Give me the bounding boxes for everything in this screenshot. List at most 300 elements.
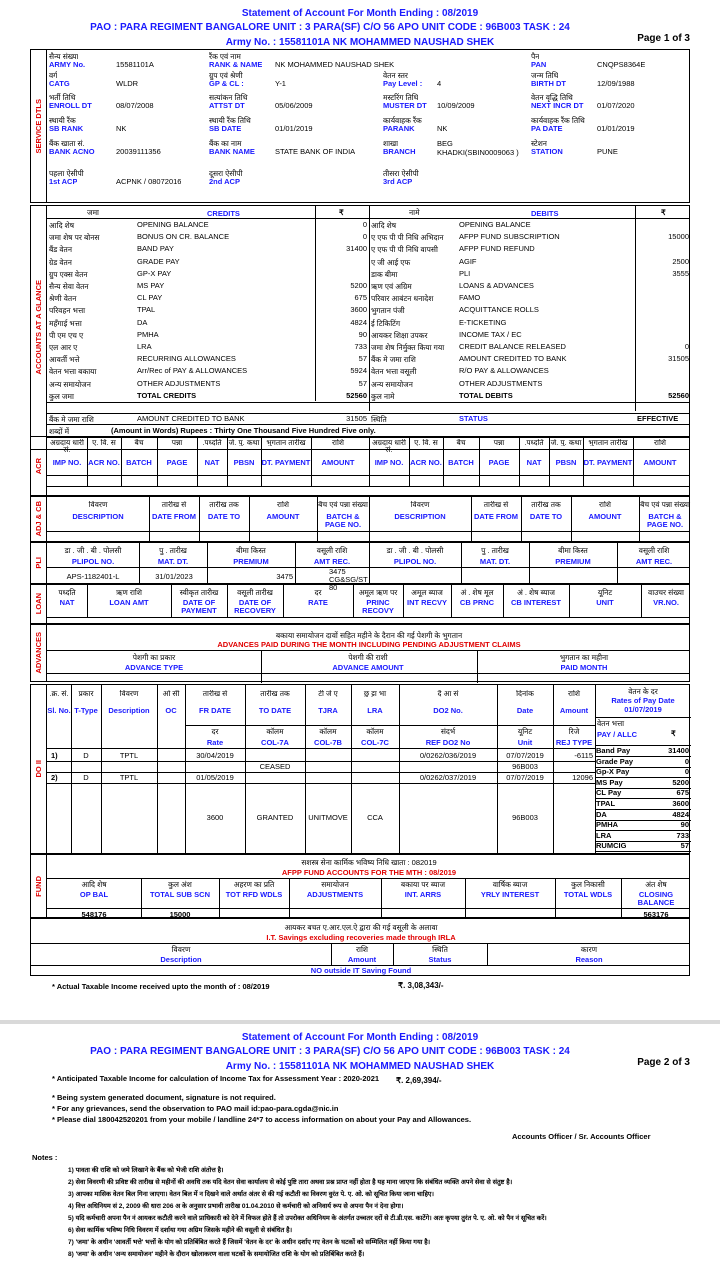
credit-hindi-label: महँगाई भत्ता <box>49 318 82 328</box>
service-hindi-label: वर्ग <box>49 71 58 80</box>
rate-name: PMHA <box>596 820 619 830</box>
debit-label: CREDIT BALANCE RELEASED <box>459 342 566 351</box>
status-hindi: स्थिति <box>371 415 387 424</box>
note-item: 5) यदि कर्मचारी अपना पैन नं आयकर कटौती करने वाले प्राधिकारी को देने में विफल होते हैं तो उपरोक्त अधिनियम के अंतर्गत उच्चतर दरों से टी.डी.एस. काटेंगे। अतः कृपया तुरंत पे. ए. ओ. को पैन नं सूचित करें। <box>68 1215 547 1222</box>
rate-value: 733 <box>676 830 689 840</box>
credit-label: GP-X PAY <box>137 268 172 278</box>
acr-hindi-header: अग्रदाय धारी सं. <box>50 439 84 453</box>
rule-line <box>283 585 284 617</box>
rate-value: 31400 <box>668 746 689 755</box>
rule-line <box>139 543 140 585</box>
service-hindi-label: स्थायी रैंक तिथि <box>209 116 251 125</box>
rule-line <box>317 497 318 543</box>
credits-header: CREDITS <box>207 209 240 218</box>
credit-label: MS PAY <box>137 281 165 290</box>
rule-line <box>443 437 444 486</box>
debit-label: AFPP FUND SUBSCRIPTION <box>459 232 560 242</box>
do2-column-header: LRA <box>367 707 383 715</box>
service-field-value: 20039111356 <box>116 147 161 156</box>
debit-hindi-label: ए जी आई एफ <box>371 257 411 267</box>
fund-column-header: ADJUSTMENTS <box>306 891 364 899</box>
rate-value: 0 <box>684 756 689 766</box>
debit-hindi-label: आयकर शिक्षा उपकर <box>371 330 428 340</box>
credit-hindi-label: आवर्ती भत्ते <box>49 355 80 365</box>
service-hindi-label: कार्यवाहक रैंक तिथि <box>531 116 585 125</box>
service-field-label: BANK NAME <box>209 147 255 156</box>
rule-line <box>519 437 520 486</box>
do2-col-7b: UNITMOVE <box>308 813 348 822</box>
debit-label: AFPP FUND REFUND <box>459 244 535 254</box>
do2-hindi-header: प्रकार <box>78 690 94 697</box>
rule-line <box>311 437 312 486</box>
fund-hindi-header: आदि शेष <box>81 880 107 889</box>
words-hindi: शब्दों में <box>49 427 70 436</box>
service-field-value: NK MOHAMMED NAUSHAD SHEK <box>275 60 395 69</box>
service-field-value: NK <box>437 124 448 133</box>
do2-unit: 96B003 <box>512 813 538 822</box>
bank-credited-hindi: बैंक मे जमा राशि <box>49 415 94 424</box>
credit-hindi-label: ग्रेड वेतन <box>49 257 72 267</box>
fund-hindi-header: कुल निकासी <box>571 880 605 889</box>
do2-hindi-header: तारीख से <box>202 690 228 697</box>
debit-value: 3555 <box>672 268 689 278</box>
debit-label: OTHER ADJUSTMENTS <box>459 378 543 388</box>
rate-value: 4824 <box>672 809 689 819</box>
do2-column-header: TO DATE <box>258 707 292 715</box>
do2-from-date: 30/04/2019 <box>196 751 234 760</box>
service-field-value: 12/09/1988 <box>597 79 635 88</box>
credit-value: 90 <box>358 329 367 339</box>
service-field-value: 10/09/2009 <box>437 101 475 110</box>
note-item: 8) 'जमा' के अधीन 'अन्य समायोजन' महीने के दौरान खोलाकरण वाला घटकों के समायोजित राशि के योग को प्रतिबिंबित करते हैं। <box>68 1251 365 1258</box>
acr-hindi-header: जे. पु. कथा <box>228 439 260 446</box>
rate-name: DA <box>596 809 607 819</box>
service-field-value: Y-1 <box>275 79 286 88</box>
page-number-p2: Page 2 of 3 <box>637 1057 690 1068</box>
rule-line <box>149 497 150 543</box>
rule-line <box>409 437 410 486</box>
service-hindi-label: सत्यांकन तिथि <box>209 93 248 102</box>
acr-hindi-header: राशि <box>653 439 667 446</box>
do2-number: 0/0262/036/2019 <box>419 751 477 760</box>
adj-column-header: AMOUNT <box>588 513 622 521</box>
do2-col-7a: GRANTED <box>256 813 294 822</box>
loan-hindi-header: वसूली तारीख <box>237 588 273 597</box>
advances-column-header: PAID MONTH <box>560 663 608 672</box>
rule-line <box>393 943 394 965</box>
service-field-label: SB DATE <box>209 124 242 133</box>
pli-column-header: MAT. DT. <box>479 557 511 566</box>
debit-label: E-TICKETING <box>459 317 507 327</box>
pli-hindi-header: वसूली राशि <box>316 546 348 555</box>
debit-label: R/O PAY & ALLOWANCES <box>459 366 549 376</box>
do2-column-header: FR DATE <box>199 707 231 715</box>
adj-hindi-header: राशि <box>598 501 612 508</box>
adj-hindi-header: बैच एवं पन्ना संख्या <box>318 501 368 508</box>
fund-column-header: TOTAL WDLS <box>563 891 613 899</box>
credit-value: 5924 <box>350 366 367 376</box>
acr-hindi-header: राशि <box>331 439 345 446</box>
notes-label: Notes : <box>32 1153 58 1162</box>
service-field-label: MUSTER DT <box>383 101 427 110</box>
acr-column-header: PAGE <box>166 459 188 467</box>
rupee-symbol: ₹ <box>661 208 666 217</box>
rule-line <box>261 437 262 486</box>
it-hindi-header: राशि <box>355 945 369 954</box>
rule-line <box>47 617 689 618</box>
credit-value: 4824 <box>350 317 367 327</box>
bullet-system-generated: * Being system generated document, signature is not required. <box>52 1093 276 1102</box>
fund-value: 15000 <box>169 910 191 919</box>
pli-column-header: AMT REC. <box>635 557 673 566</box>
rule-line <box>451 585 452 617</box>
acr-hindi-header: पन्ना <box>493 439 505 446</box>
do2-date: 96B003 <box>512 762 538 771</box>
do2-col-7c: CCA <box>367 813 383 822</box>
rule-line <box>47 748 595 749</box>
advances-table <box>46 624 690 682</box>
fund-value: 548176 <box>81 910 107 919</box>
do2-column-header: T-Type <box>74 707 98 715</box>
service-field-value: 05/06/2009 <box>275 101 313 110</box>
rule-line <box>369 437 370 486</box>
debit-value: 15000 <box>668 232 689 242</box>
service-hindi-label: पहला ऐसीपी <box>49 169 84 178</box>
service-field-label: 1st ACP <box>49 177 78 186</box>
adj-column-header: AMOUNT <box>266 513 300 521</box>
loan-column-header: LOAN AMT <box>109 599 149 607</box>
rule-line <box>227 437 228 486</box>
adj-column-header: DESCRIPTION <box>72 513 124 521</box>
fund-hindi-header: अंत शेष <box>645 880 667 889</box>
service-hindi-label: भर्ती तिथि <box>49 93 76 102</box>
service-hindi-label: बैंक खाता सं. <box>49 139 85 148</box>
pli-column-header: PREMIUM <box>233 557 269 566</box>
service-hindi-label: रैंक एवं नाम <box>209 52 241 61</box>
it-title-hindi: आयकर बचत ए.आर.एल.ऐ द्वारा की गई वसूली के अलावा <box>284 923 438 932</box>
page-number: Page 1 of 3 <box>637 33 690 44</box>
pli-column-header: MAT. DT. <box>157 557 189 566</box>
rule-line <box>185 725 595 726</box>
adj-side-label: ADJ & CB <box>30 496 46 542</box>
credit-label: BONUS ON CR. BALANCE <box>137 232 230 242</box>
credits-hindi: जमा <box>87 208 99 217</box>
credit-value: 3600 <box>350 305 367 315</box>
service-field-label: BIRTH DT <box>531 79 566 88</box>
do2-subcolumn-header: COL-7C <box>361 738 389 747</box>
fund-hindi-header: कुल अंश <box>168 880 192 889</box>
loan-column-header: UNIT <box>596 599 614 607</box>
bank-credited-label: AMOUNT CREDITED TO BANK <box>137 414 245 423</box>
service-field-label: PAN <box>531 60 547 69</box>
rule-line <box>381 878 382 919</box>
rule-line <box>477 650 478 683</box>
service-hindi-label: मस्टरिंग तिथि <box>383 93 419 102</box>
adj-hindi-header: तारीख से <box>483 501 509 508</box>
fund-title-hindi: सशस्त्र सेना कार्मिक भविष्य निधि खाता : 082019 <box>301 858 437 867</box>
loan-column-header: NAT <box>59 599 75 607</box>
pli-hindi-header: बीमा किस्त <box>236 546 266 555</box>
rule-line <box>295 543 296 585</box>
credit-label: CL PAY <box>137 293 163 303</box>
service-hindi-label: स्टेशन <box>531 139 547 148</box>
accounts-table <box>46 205 690 450</box>
loan-hindi-header: ऋण राशि <box>116 588 142 597</box>
pli-hindi-header: बीमा किस्त <box>558 546 588 555</box>
do2-number: 0/0262/037/2019 <box>419 773 477 782</box>
credit-value: 0 <box>362 232 367 242</box>
do2-hindi-header: विवरण <box>119 690 139 697</box>
rule-line <box>261 650 262 683</box>
service-hindi-label: जन्म तिथि <box>531 71 559 80</box>
rule-line <box>369 543 370 585</box>
note-item: 6) सेवा कार्मिक भविष्य निधि विवरण में दर्शाया गया अग्रिम जिसके महीने की वसूली से संबंधित है। <box>68 1227 293 1234</box>
do2-hindi-subheader: कॉलम <box>266 727 284 736</box>
fund-hindi-header: अहरण का प्रति <box>233 880 275 889</box>
debit-hindi-label: भुगतान पंजी <box>371 306 405 316</box>
credit-label: BAND PAY <box>137 244 174 254</box>
pao-line: PAO : PARA REGIMENT BANGALORE UNIT : 3 PARA(SF) C/O 56 APO UNIT CODE : 96B003 TASK : 24 <box>90 22 570 33</box>
credit-hindi-label: वेतन भत्ता बकाया <box>49 367 97 377</box>
credit-value: 57 <box>358 378 367 388</box>
service-hindi-label: पैन <box>531 52 540 61</box>
adj-hindi-header: तारीख तक <box>209 501 239 508</box>
acr-column-header: NAT <box>526 459 542 467</box>
rate-name: Band Pay <box>596 746 631 755</box>
acr-column-header: ACR NO. <box>410 459 442 467</box>
acr-column-header: PAGE <box>488 459 510 467</box>
debit-hindi-label: आदि शेष <box>371 221 397 230</box>
service-field-label: Pay Level : <box>383 79 423 88</box>
debit-label: TOTAL DEBITS <box>459 390 513 400</box>
adj-hindi-header: बैच एवं पन्ना संख्या <box>640 501 690 508</box>
acr-hindi-header: पन्ना <box>171 439 183 446</box>
rule-line <box>399 685 400 855</box>
debit-value: 31505 <box>668 354 689 364</box>
acr-table <box>46 436 690 496</box>
rule-line <box>47 783 595 784</box>
do2-description: TPTL <box>119 773 139 782</box>
debits-hindi: नामे <box>409 208 420 217</box>
do2-hindi-subheader: दर <box>211 727 219 736</box>
debit-hindi-label: ऋण एवं अग्रिम <box>371 282 412 291</box>
advances-hindi-header: पेशगी का प्रकार <box>132 653 176 662</box>
fund-title: AFPP FUND ACCOUNTS FOR THE MTH : 08/2019 <box>281 868 457 877</box>
it-savings-table <box>30 918 690 976</box>
rate-value: 5200 <box>672 777 689 787</box>
do2-description: TPTL <box>119 751 139 760</box>
fund-table <box>46 854 690 918</box>
army-no-line-p2: Army No. : 15581101A NK MOHAMMED NAUSHAD SHEK <box>225 1061 495 1072</box>
do2-hindi-subheader: संदर्भ <box>440 727 456 736</box>
fund-column-header: TOTAL SUB SCN <box>149 891 210 899</box>
rule-line <box>141 878 142 919</box>
do2-hindi-subheader: यूनिट <box>517 727 533 736</box>
pli-column-header: PLIPOL NO. <box>71 557 115 566</box>
do2-hindi-header: टी जे ए <box>318 690 338 697</box>
pli-column-header: AMT REC. <box>313 557 351 566</box>
service-field-label: 2nd ACP <box>209 177 240 186</box>
acr-column-header: AMOUNT <box>321 459 355 467</box>
credit-hindi-label: परिवहन भत्ता <box>49 306 86 316</box>
do2-column-header: TJRA <box>318 707 338 715</box>
service-field-value: WLDR <box>116 79 139 88</box>
credit-label: DA <box>137 317 148 327</box>
note-item: 3) आपका मासिक वेतन बिल गिना जाएगा। वेतन बिल में न दिखने वाले अर्थात अंतर से की गई कटौती का विवरण वुरंत पे. ए. ओ. को सूचित किया जाना चाहिए। <box>68 1191 434 1198</box>
rule-line <box>403 585 404 617</box>
rule-line <box>521 497 522 543</box>
do2-amount: 12096 <box>572 773 593 782</box>
fund-column-header: CLOSING BALANCE <box>637 891 675 907</box>
do2-hindi-header: तारीख तक <box>260 690 290 697</box>
acr-hindi-header: बैच <box>134 439 144 446</box>
rule-line <box>479 437 480 486</box>
do2-subcolumn-header: Unit <box>517 738 533 747</box>
rule-line <box>617 543 618 585</box>
pli-hindi-header: डा . जी . बी . पोलसी <box>386 546 444 555</box>
rule-line <box>171 585 172 617</box>
it-column-header: Reason <box>575 955 603 964</box>
pli-table <box>46 542 690 592</box>
do2-subcolumn-header: COL-7B <box>314 738 342 747</box>
credit-hindi-label: कुल जमा <box>49 391 74 401</box>
acr-hindi-header: अग्रदाय धारी सं. <box>372 439 406 453</box>
do2-column-header: Date <box>516 707 534 715</box>
rule-line <box>87 437 88 486</box>
loan-column-header: CB INTEREST <box>510 599 561 607</box>
rule-line <box>31 943 689 944</box>
rule-line <box>47 673 689 674</box>
service-field-value: PUNE <box>597 147 618 156</box>
rule-line <box>47 878 689 879</box>
acr-hindi-header: ए. वि. स <box>92 439 116 446</box>
bank-credited-value: 31505 <box>346 414 367 423</box>
rule-line <box>529 543 530 585</box>
credit-label: LRA <box>137 342 152 351</box>
debit-hindi-label: कुल नामे <box>371 391 395 401</box>
rate-name: TPAL <box>596 799 616 808</box>
debit-hindi-label: ई टिकिटिंग <box>371 318 401 328</box>
fund-column-header: INT. ARRS <box>404 891 442 899</box>
rule-line <box>487 943 488 965</box>
rate-value: 90 <box>680 820 689 830</box>
acr-column-header: IMP NO. <box>374 459 404 467</box>
acr-hindi-header: भुगतान तारीख <box>266 439 306 446</box>
it-none-message: NO outside IT Saving Found <box>310 966 412 975</box>
service-field-label: ENROLL DT <box>49 101 92 110</box>
adj-hindi-header: विवरण <box>410 501 430 508</box>
acr-column-header: IMP NO. <box>52 459 82 467</box>
debit-hindi-label: डाक बीमा <box>371 269 398 279</box>
debit-hindi-label: जमा शेष निर्मुक्त किया गया <box>371 343 445 352</box>
acr-column-header: AMOUNT <box>643 459 677 467</box>
acr-hindi-header: भुगतान तारीख <box>588 439 628 446</box>
service-field-value: 15581101A <box>116 60 154 69</box>
credit-label: OPENING BALANCE <box>137 220 209 229</box>
rule-line <box>553 685 554 855</box>
loan-column-header: RATE <box>308 599 328 607</box>
acr-column-header: BATCH <box>448 459 474 467</box>
service-field-label: STATION <box>531 147 563 156</box>
rule-line <box>369 497 370 543</box>
page-separator <box>0 1020 720 1024</box>
rule-line <box>471 497 472 543</box>
rate-value: 57 <box>680 841 689 851</box>
bullet-grievances: * For any grievances, send the observation to PAO mail id:pao-para.cgda@nic.in <box>52 1104 339 1113</box>
rule-line <box>101 685 102 855</box>
credit-hindi-label: सैन्य सेवा वेतन <box>49 282 89 291</box>
do2-column-header: Description <box>108 707 150 715</box>
rule-line <box>639 497 640 543</box>
credit-hindi-label: ग्रुप एक्स वेतन <box>49 269 88 279</box>
service-field-value: ACPNK / 08072016 <box>116 177 182 186</box>
do2-column-header: Sl. No. <box>47 707 71 715</box>
loan-side-label: LOAN <box>30 584 46 624</box>
fund-side-label: FUND <box>30 854 46 918</box>
do2-sl-no: 2) <box>51 773 58 782</box>
adj-hindi-header: तारीख तक <box>531 501 561 508</box>
it-column-header: Description <box>160 955 202 964</box>
debits-header: DEBITS <box>531 209 559 218</box>
service-field-label: ATTST DT <box>209 101 245 110</box>
credit-hindi-label: श्रेणी वेतन <box>49 294 77 304</box>
amount-in-words: (Amount in Words) Rupees : Thirty One Thousand Five Hundred Five only. <box>111 426 376 435</box>
service-field-value: 08/07/2008 <box>116 101 154 110</box>
army-no-line: Army No. : 15581101A NK MOHAMMED NAUSHAD SHEK <box>225 37 495 48</box>
taxable-income-value: ₹. 3,08,343/- <box>398 981 444 990</box>
acr-side-label: ACR <box>30 436 46 496</box>
adj-hindi-header: तारीख से <box>161 501 187 508</box>
rule-line <box>289 878 290 919</box>
rule-line <box>351 685 352 855</box>
anticipated-income-value: ₹. 2,69,394/- <box>396 1076 442 1085</box>
rule-line <box>199 497 200 543</box>
rule-line <box>157 685 158 855</box>
rule-line <box>641 585 642 617</box>
taxable-income-label: * Actual Taxable Income received upto the month of : 08/2019 <box>52 982 270 991</box>
do2-column-header: OC <box>165 707 177 715</box>
rule-line <box>555 878 556 919</box>
debit-label: ACQUITTANCE ROLLS <box>459 305 539 315</box>
rule-line <box>369 206 370 411</box>
advances-side-label: ADVANCES <box>30 624 46 682</box>
service-field-value: 4 <box>437 79 442 88</box>
acr-column-header: NAT <box>204 459 220 467</box>
credit-label: GRADE PAY <box>137 256 180 266</box>
pay-allc-hindi: वेतन भत्ता <box>597 719 625 728</box>
loan-column-header: VR.NO. <box>653 599 679 607</box>
pli-column-header: PREMIUM <box>555 557 591 566</box>
acr-hindi-header: .पध्दति <box>524 439 544 446</box>
credit-label: TOTAL CREDITS <box>137 390 197 400</box>
rates-of-pay-header: Rates of Pay Date 01/07/2019 <box>611 696 675 714</box>
pli-hindi-header: डा . जी . बी . पोलसी <box>64 546 122 555</box>
statement-title: Statement of Account For Month Ending : 08/2019 <box>241 8 479 19</box>
loan-column-header: DATE OF PAYMENT <box>181 599 217 615</box>
service-field-value: CNQPS8364E <box>597 60 646 69</box>
service-field-value: NK <box>116 124 127 133</box>
do2-subcolumn-header: REJ TYPE <box>555 738 593 747</box>
loan-hindi-header: पध्दति <box>58 588 76 597</box>
do2-hindi-subheader: कॉलम <box>366 727 384 736</box>
service-field-label: RANK & NAME <box>209 60 263 69</box>
loan-column-header: DATE OF RECOVERY <box>234 599 276 615</box>
rule-line <box>331 943 332 965</box>
adj-column-header: DESCRIPTION <box>394 513 446 521</box>
note-item: 1) पावता की राशि को जमे लिखाने के बैंक को भेजी राशि अंतोत्त है। <box>68 1167 224 1174</box>
credit-value: 52560 <box>346 390 367 400</box>
statement-title-p2: Statement of Account For Month Ending : 08/2019 <box>241 1032 479 1043</box>
